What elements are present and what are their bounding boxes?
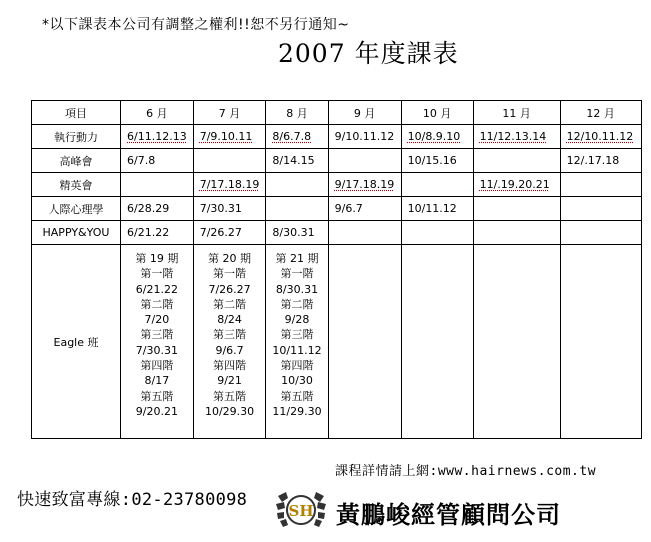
table-cell: 7/26.27: [193, 221, 266, 245]
header-month: 9 月: [328, 101, 401, 125]
table-cell: 6/11.12.13: [121, 125, 194, 149]
session-line: 第五階: [213, 389, 247, 403]
header-item: 項目: [32, 101, 121, 125]
header-month: 8 月: [266, 101, 328, 125]
table-cell: 6/7.8: [121, 149, 194, 173]
table-cell: [266, 173, 328, 197]
row-label: 高峰會: [32, 149, 121, 173]
row-label: 執行動力: [32, 125, 121, 149]
notice-text: *以下課表本公司有調整之權利!!恕不另行通知~: [42, 17, 350, 33]
table-cell: 11/.19.20.21: [473, 173, 560, 197]
row-label: 人際心理學: [32, 197, 121, 221]
table-cell: 10/11.12: [401, 197, 473, 221]
table-cell: [473, 197, 560, 221]
table-cell: [560, 197, 641, 221]
table-cell: 9/6.7: [328, 197, 401, 221]
session-line: 9/28: [284, 313, 310, 327]
table-row: [32, 221, 642, 245]
session-line: 7/20: [144, 313, 170, 327]
session-line: 第一階: [213, 267, 247, 281]
session-line: 9/21: [217, 374, 242, 388]
session-line: 7/30.31: [135, 343, 178, 357]
table-cell: [560, 245, 641, 439]
table-row: [32, 197, 642, 221]
eagle-session-21: [266, 245, 328, 439]
table-cell: [473, 221, 560, 245]
session-line: 第 21 期: [275, 252, 319, 265]
eagle-session-20: [193, 245, 266, 439]
session-line: 8/17: [144, 374, 170, 388]
table-cell: [401, 221, 473, 245]
table-cell: [266, 197, 328, 221]
table-cell: 10/8.9.10: [401, 125, 473, 149]
table-cell: 6/21.22: [121, 221, 194, 245]
table-cell: [328, 149, 401, 173]
table-cell: 11/12.13.14: [473, 125, 560, 149]
header-month: 11 月: [473, 101, 560, 125]
table-cell: [121, 173, 194, 197]
company-logo: [274, 488, 328, 532]
session-line: 9/6.7: [215, 343, 244, 357]
row-label: 精英會: [32, 173, 121, 197]
table-cell: [328, 245, 401, 439]
table-cell: 9/17.18.19: [328, 173, 401, 197]
session-line: 第三階: [140, 328, 174, 342]
session-line: 10/29.30: [204, 404, 255, 418]
table-cell: 7/9.10.11: [193, 125, 266, 149]
table-cell: [560, 173, 641, 197]
table-row: [32, 149, 642, 173]
session-line: 第二階: [140, 297, 174, 311]
eagle-session-19: [121, 245, 194, 439]
table-cell: 8/14.15: [266, 149, 328, 173]
table-row: [32, 173, 642, 197]
session-line: 第五階: [140, 389, 174, 403]
schedule-table: [31, 100, 642, 439]
session-line: 10/30: [281, 374, 313, 388]
session-line: 11/29.30: [272, 404, 322, 418]
session-line: 第 19 期: [135, 252, 179, 265]
header-month: 7 月: [193, 101, 266, 125]
company-name: 黃鵬峻經管顧問公司: [336, 501, 561, 529]
table-cell: 12/.17.18: [560, 149, 641, 173]
table-cell: [328, 221, 401, 245]
session-line: 第二階: [213, 297, 247, 311]
page-title: 2007 年度課表: [278, 39, 459, 68]
table-cell: 7/17.18.19: [193, 173, 266, 197]
table-cell: [401, 173, 473, 197]
table-cell: 12/10.11.12: [560, 125, 641, 149]
session-line: 第一階: [140, 267, 174, 281]
table-cell: 6/28.29: [121, 197, 194, 221]
row-label: HAPPY&YOU: [32, 221, 121, 245]
table-cell: [560, 221, 641, 245]
table-row: [32, 125, 642, 149]
session-line: 第 20 期: [208, 252, 252, 265]
header-month: 12 月: [560, 101, 641, 125]
session-line: 第五階: [280, 389, 314, 403]
session-line: 10/11.12: [272, 343, 322, 357]
session-line: 7/26.27: [208, 282, 251, 296]
session-line: 第四階: [213, 359, 247, 373]
session-line: 9/20.21: [135, 404, 178, 418]
table-cell: [473, 149, 560, 173]
row-label: Eagle 班: [32, 245, 121, 439]
table-cell: [193, 149, 266, 173]
session-line: 6/21.22: [135, 282, 178, 296]
session-line: 第四階: [140, 359, 174, 373]
header-month: 6 月: [121, 101, 194, 125]
header-row: [32, 101, 642, 125]
website-link[interactable]: 課程詳情請上網:www.hairnews.com.tw: [335, 464, 597, 479]
hotline-text: 快速致富專線:02-23780098: [17, 490, 248, 510]
session-line: 第三階: [280, 328, 314, 342]
table-cell: 7/30.31: [193, 197, 266, 221]
table-cell: 8/6.7.8: [266, 125, 328, 149]
session-line: 第二階: [280, 297, 314, 311]
table-cell: 9/10.11.12: [328, 125, 401, 149]
header-month: 10 月: [401, 101, 473, 125]
session-line: 8/30.31: [275, 282, 319, 296]
table-cell: [473, 245, 560, 439]
logo-letters: SH: [288, 502, 314, 520]
session-line: 第三階: [213, 328, 247, 342]
session-line: 8/24: [217, 313, 242, 327]
session-line: 第一階: [280, 267, 314, 281]
table-cell: 8/30.31: [266, 221, 328, 245]
eagle-row: [32, 245, 642, 439]
table-cell: [401, 245, 473, 439]
session-line: 第四階: [280, 359, 314, 373]
table-cell: 10/15.16: [401, 149, 473, 173]
